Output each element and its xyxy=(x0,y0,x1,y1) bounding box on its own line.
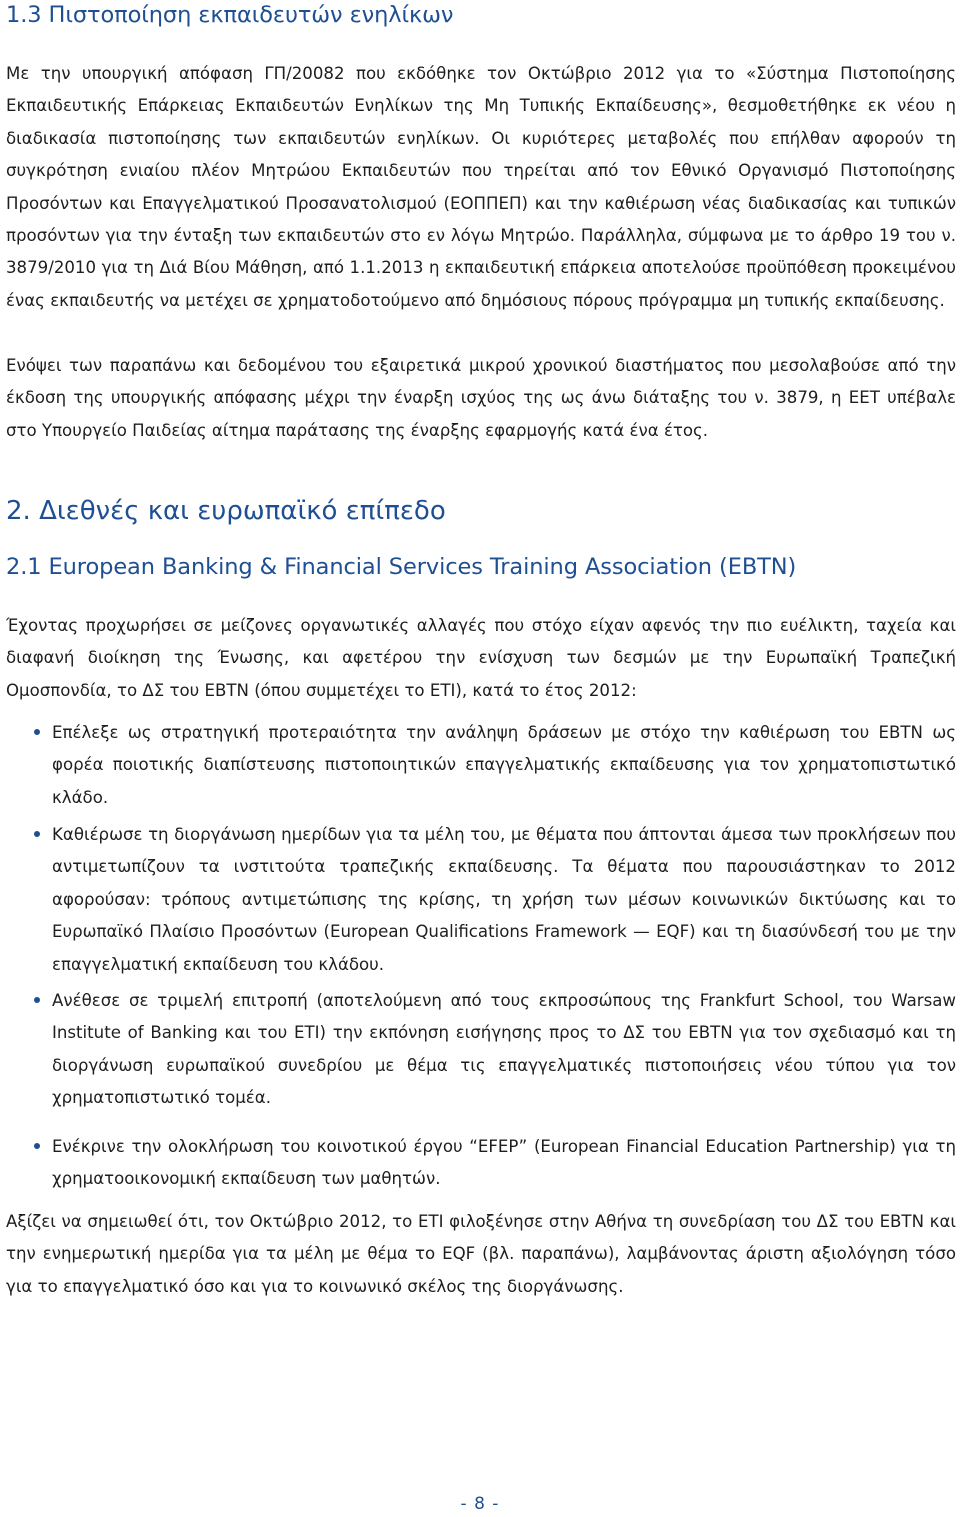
bullet-icon xyxy=(34,997,40,1003)
list-item-text: Καθιέρωσε τη διοργάνωση ημερίδων για τα μέλη του, με θέματα που άπτονται άμεσα των προκλήσεων που αντιμετωπίζουν τα ινστιτούτα τραπεζικής εκπαίδευσης. Τα θέματα που παρουσιάστηκαν το 2012 αφορούσαν: τρόπους αντιμετώπισης της κρίσης, τη χρήση των μέσων κοινωνικών δικτύωσης και το Ευρωπαϊκό Πλαίσιο Προσόντων (European Qualifications Framework — EQF) και τη διασύνδεσή του με την επαγγελματική εκπαίδευση του κλάδου. xyxy=(52,825,956,974)
page-number: - 8 - xyxy=(460,1494,500,1514)
bullet-icon xyxy=(34,1143,40,1149)
section-2-1-intro: Έχοντας προχωρήσει σε μείζονες οργανωτικές αλλαγές που στόχο είχαν αφενός την πιο ευέλικτη, ταχεία και διαφανή διοίκηση της Ένωσης, και αφετέρου την ενίσχυση των δεσμών με την Ευρωπαϊκή Τραπεζική Ομοσπονδία, το ΔΣ του EBTN (όπου συμμετέχει το ΕΤΙ), κατά το έτος 2012: xyxy=(6,616,956,700)
bullet-icon xyxy=(34,729,40,735)
section-1-3-heading: 1.3 Πιστοποίηση εκπαιδευτών ενηλίκων xyxy=(6,2,454,28)
section-2-1-heading: 2.1 European Banking & Financial Services Training Association (EBTN) xyxy=(6,554,797,580)
list-item-text: Επέλεξε ως στρατηγική προτεραιότητα την ανάληψη δράσεων με στόχο την καθιέρωση του EBTN ως φορέα ποιοτικής διαπίστευσης πιστοποιητικών επαγγελματικής εκπαίδευσης για τον χρηματοπιστωτικό κλάδο. xyxy=(52,723,956,807)
section-1-3-paragraph-2: Ενόψει των παραπάνω και δεδομένου του εξαιρετικά μικρού χρονικού διαστήματος που μεσολαβούσε από την έκδοση της υπουργικής απόφασης μέχρι την έναρξη ισχύος της ως άνω διάταξης του ν. 3879, η ΕΕΤ υπέβαλε στο Υπουργείο Παιδείας αίτημα παράτασης της έναρξης εφαρμογής κατά ένα έτος. xyxy=(6,356,956,440)
list-item-text: Ανέθεσε σε τριμελή επιτροπή (αποτελούμενη από τους εκπροσώπους της Frankfurt School, του Warsaw Institute of Banking και του ΕΤΙ) την εκπόνηση εισήγησης προς το ΔΣ του EBTN για τον σχεδιασμό και τη διοργάνωση ευρωπαϊκού συνεδρίου με θέμα τις επαγγελματικές πιστοποιήσεις νέου τύπου για τον χρηματοπιστωτικό τομέα. xyxy=(52,991,956,1108)
section-1-3-paragraph-1: Με την υπουργική απόφαση ΓΠ/20082 που εκδόθηκε τον Οκτώβριο 2012 για το «Σύστημα Πιστοποίησης Εκπαιδευτικής Επάρκειας Εκπαιδευτών Ενηλίκων της Μη Τυπικής Εκπαίδευσης», θεσμοθετήθηκε εκ νέου η διαδικασία πιστοποίησης των εκπαιδευτών ενηλίκων. Οι κυριότερες μεταβολές που επήλθαν αφορούν τη συγκρότηση ενιαίου πλέον Μητρώου Εκπαιδευτών που τηρείται από τον Εθνικό Οργανισμό Πιστοποίησης Προσόντων και Επαγγελματικού Προσανατολισμού (ΕΟΠΠΕΠ) και την καθιέρωση νέας διαδικασίας και τυπικών προσόντων για την ένταξη των εκπαιδευτών στο εν λόγω Μητρώο. Παράλληλα, σύμφωνα με το άρθρο 19 του ν. 3879/2010 για τη Διά Βίου Μάθηση, από 1.1.2013 η εκπαιδευτική επάρκεια αποτελούσε προϋπόθεση προκειμένου ένας εκπαιδευτής να μετέχει σε χρηματοδοτούμενο από δημόσιους πόρους πρόγραμμα μη τυπικής εκπαίδευσης. xyxy=(6,64,956,310)
list-item-text: Ενέκρινε την ολοκλήρωση του κοινοτικού έργου “EFEP” (European Financial Education Partnership) για τη χρηματοοικονομική εκπαίδευση των μαθητών. xyxy=(52,1137,956,1189)
bullet-icon xyxy=(34,831,40,837)
section-2-heading: 2. Διεθνές και ευρωπαϊκό επίπεδο xyxy=(6,496,446,526)
section-2-1-closing: Αξίζει να σημειωθεί ότι, τον Οκτώβριο 2012, το ΕΤΙ φιλοξένησε στην Αθήνα τη συνεδρίαση του ΔΣ του EBTN και την ενημερωτική ημερίδα για τα μέλη με θέμα το EQF (βλ. παραπάνω), λαμβάνοντας άριστη αξιολόγηση τόσο για το επαγγελματικό όσο και για το κοινωνικό σκέλος της διοργάνωσης. xyxy=(6,1212,956,1296)
